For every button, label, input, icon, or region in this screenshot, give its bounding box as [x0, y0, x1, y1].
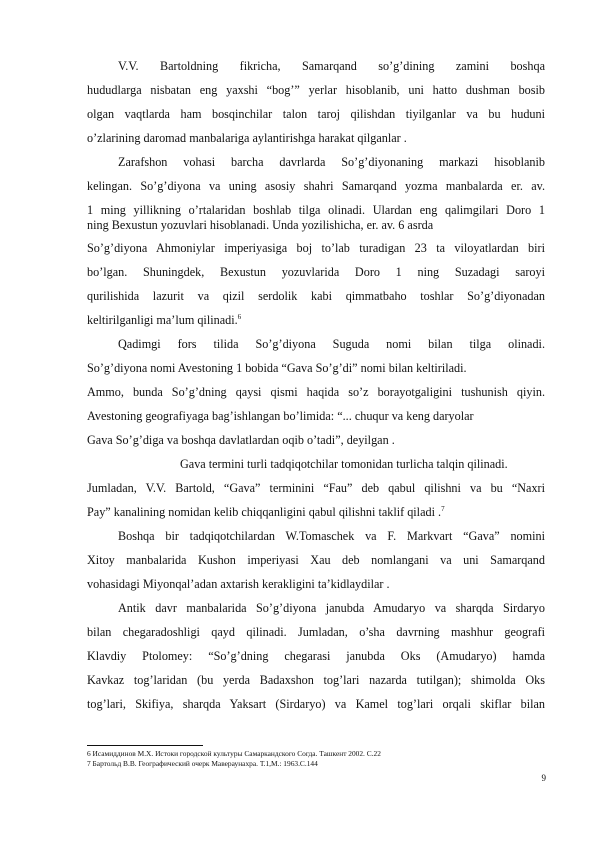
footnote-mark[interactable]: 7	[441, 505, 445, 513]
text-line: Ammo, bunda So’g’dning qaysi qismi haqida so’z borayotgaligini tushunish qiyin.	[87, 385, 545, 399]
text-line: o’zlarining daromad manbalariga aylantirishga harakat qilganlar .	[87, 131, 407, 145]
text-line: Boshqa bir tadqiqotchilardan W.Tomaschek va F. Markvart “Gava” nomini	[118, 529, 545, 543]
text-line: Avestoning geografiyaga bag’ishlangan bo’limida: “... chuqur va keng daryolar	[87, 409, 474, 423]
text-line: vohasidagi Miyonqal’adan axtarish kerakligini ta’kidlaydilar .	[87, 577, 390, 591]
line-text: Pay” kanalining nomidan kelib chiqqanligini qabul qilishni taklif qiladi .	[87, 505, 442, 519]
text-line: Gava So’g’diga va boshqa davlatlardan oqib o’tadi”, deyilgan .	[87, 433, 395, 447]
text-line: So’g’diyona nomi Avestoning 1 bobida “Gava So’g’di” nomi bilan keltiriladi.	[87, 361, 467, 375]
text-line: Xitoy manbalarida Kushon imperiyasi Xau deb nomlangani va uni Samarqand	[87, 553, 545, 567]
text-line: qurilishida lazurit va qizil serdolik kabi qimmatbaho toshlar So’g’diyonadan	[87, 289, 545, 303]
text-line: bilan chegaradoshligi qayd qilinadi. Jumladan, o’sha davrning mashhur geografi	[87, 625, 545, 639]
text-line: So’g’diyona Ahmoniylar imperiyasiga boj to’lab turadigan 23 ta viloyatlardan biri	[87, 241, 545, 255]
text-line: tog’lari, Skifiya, sharqda Yaksart (Sirdaryo) va Kamel tog’lari orqali skiflar bilan	[87, 697, 545, 711]
text-line: Antik davr manbalarida So’g’diyona janubda Amudaryo va sharqda Sirdaryo	[118, 601, 545, 615]
text-line: Kavkaz tog’laridan (bu yerda Badaxshon tog’lari nazarda tutilgan); shimolda Oks	[87, 673, 545, 687]
footnote-separator	[87, 745, 203, 746]
text-line: Klavdiy Ptolomey: “So’g’dning chegarasi janubda Oks (Amudaryo) hamda	[87, 649, 545, 663]
text-line: olgan vaqtlarda ham bosqinchilar talon taroj qilishdan tiyilganlar va bu huduni	[87, 107, 545, 121]
text-line: 1 ming yillikning o’rtalaridan boshlab tilga olinadi. Ulardan eng qalimgilari Doro 1	[87, 203, 545, 217]
text-line: bo’lgan. Shuningdek, Bexustun yozuvlarida Doro 1 ning Suzadagi saroyi	[87, 265, 545, 279]
text-line: ning Bexustun yozuvlari hisoblanadi. Unda yozilishicha, er. av. 6 asrda	[87, 218, 434, 232]
text-line	[87, 310, 545, 330]
text-line: Jumladan, V.V. Bartold, “Gava” terminini “Fau” deb qabul qilishni va bu “Naxri	[87, 481, 545, 495]
text-line: hududlarga nisbatan eng yaxshi “bog’” yerlar hisoblanib, uni hatto dushman bosib	[87, 83, 545, 97]
text-line: kelingan. So’g’diyona va uning asosiy shahri Samarqand yozma manbalarda er. av.	[87, 179, 545, 193]
text-line: Qadimgi fors tilida So’g’diyona Suguda nomi bilan tilga olinadi.	[118, 337, 545, 351]
text-line: V.V. Bartoldning fikricha, Samarqand so’g’dining zamini boshqa	[118, 59, 545, 73]
text-line: Zarafshon vohasi barcha davrlarda So’g’diyonaning markazi hisoblanib	[118, 155, 545, 169]
footnote: 7 Бартольд В.В. Географический очерк Мавераунахра. Т.1,М.: 1963.С.144	[87, 759, 318, 768]
line-text: keltirilganligi ma’lum qilinadi.	[87, 313, 238, 327]
page-number: 9	[541, 773, 546, 783]
footnote-mark[interactable]: 6	[237, 313, 242, 321]
footnote: 6 Исамиддинов М.Х. Истоки городской культуры Самаркандского Согда. Ташкент 2002. С.22	[87, 749, 381, 758]
text-line	[87, 502, 545, 522]
text-line: Gava termini turli tadqiqotchilar tomonidan turlicha talqin qilinadi.	[180, 457, 508, 471]
